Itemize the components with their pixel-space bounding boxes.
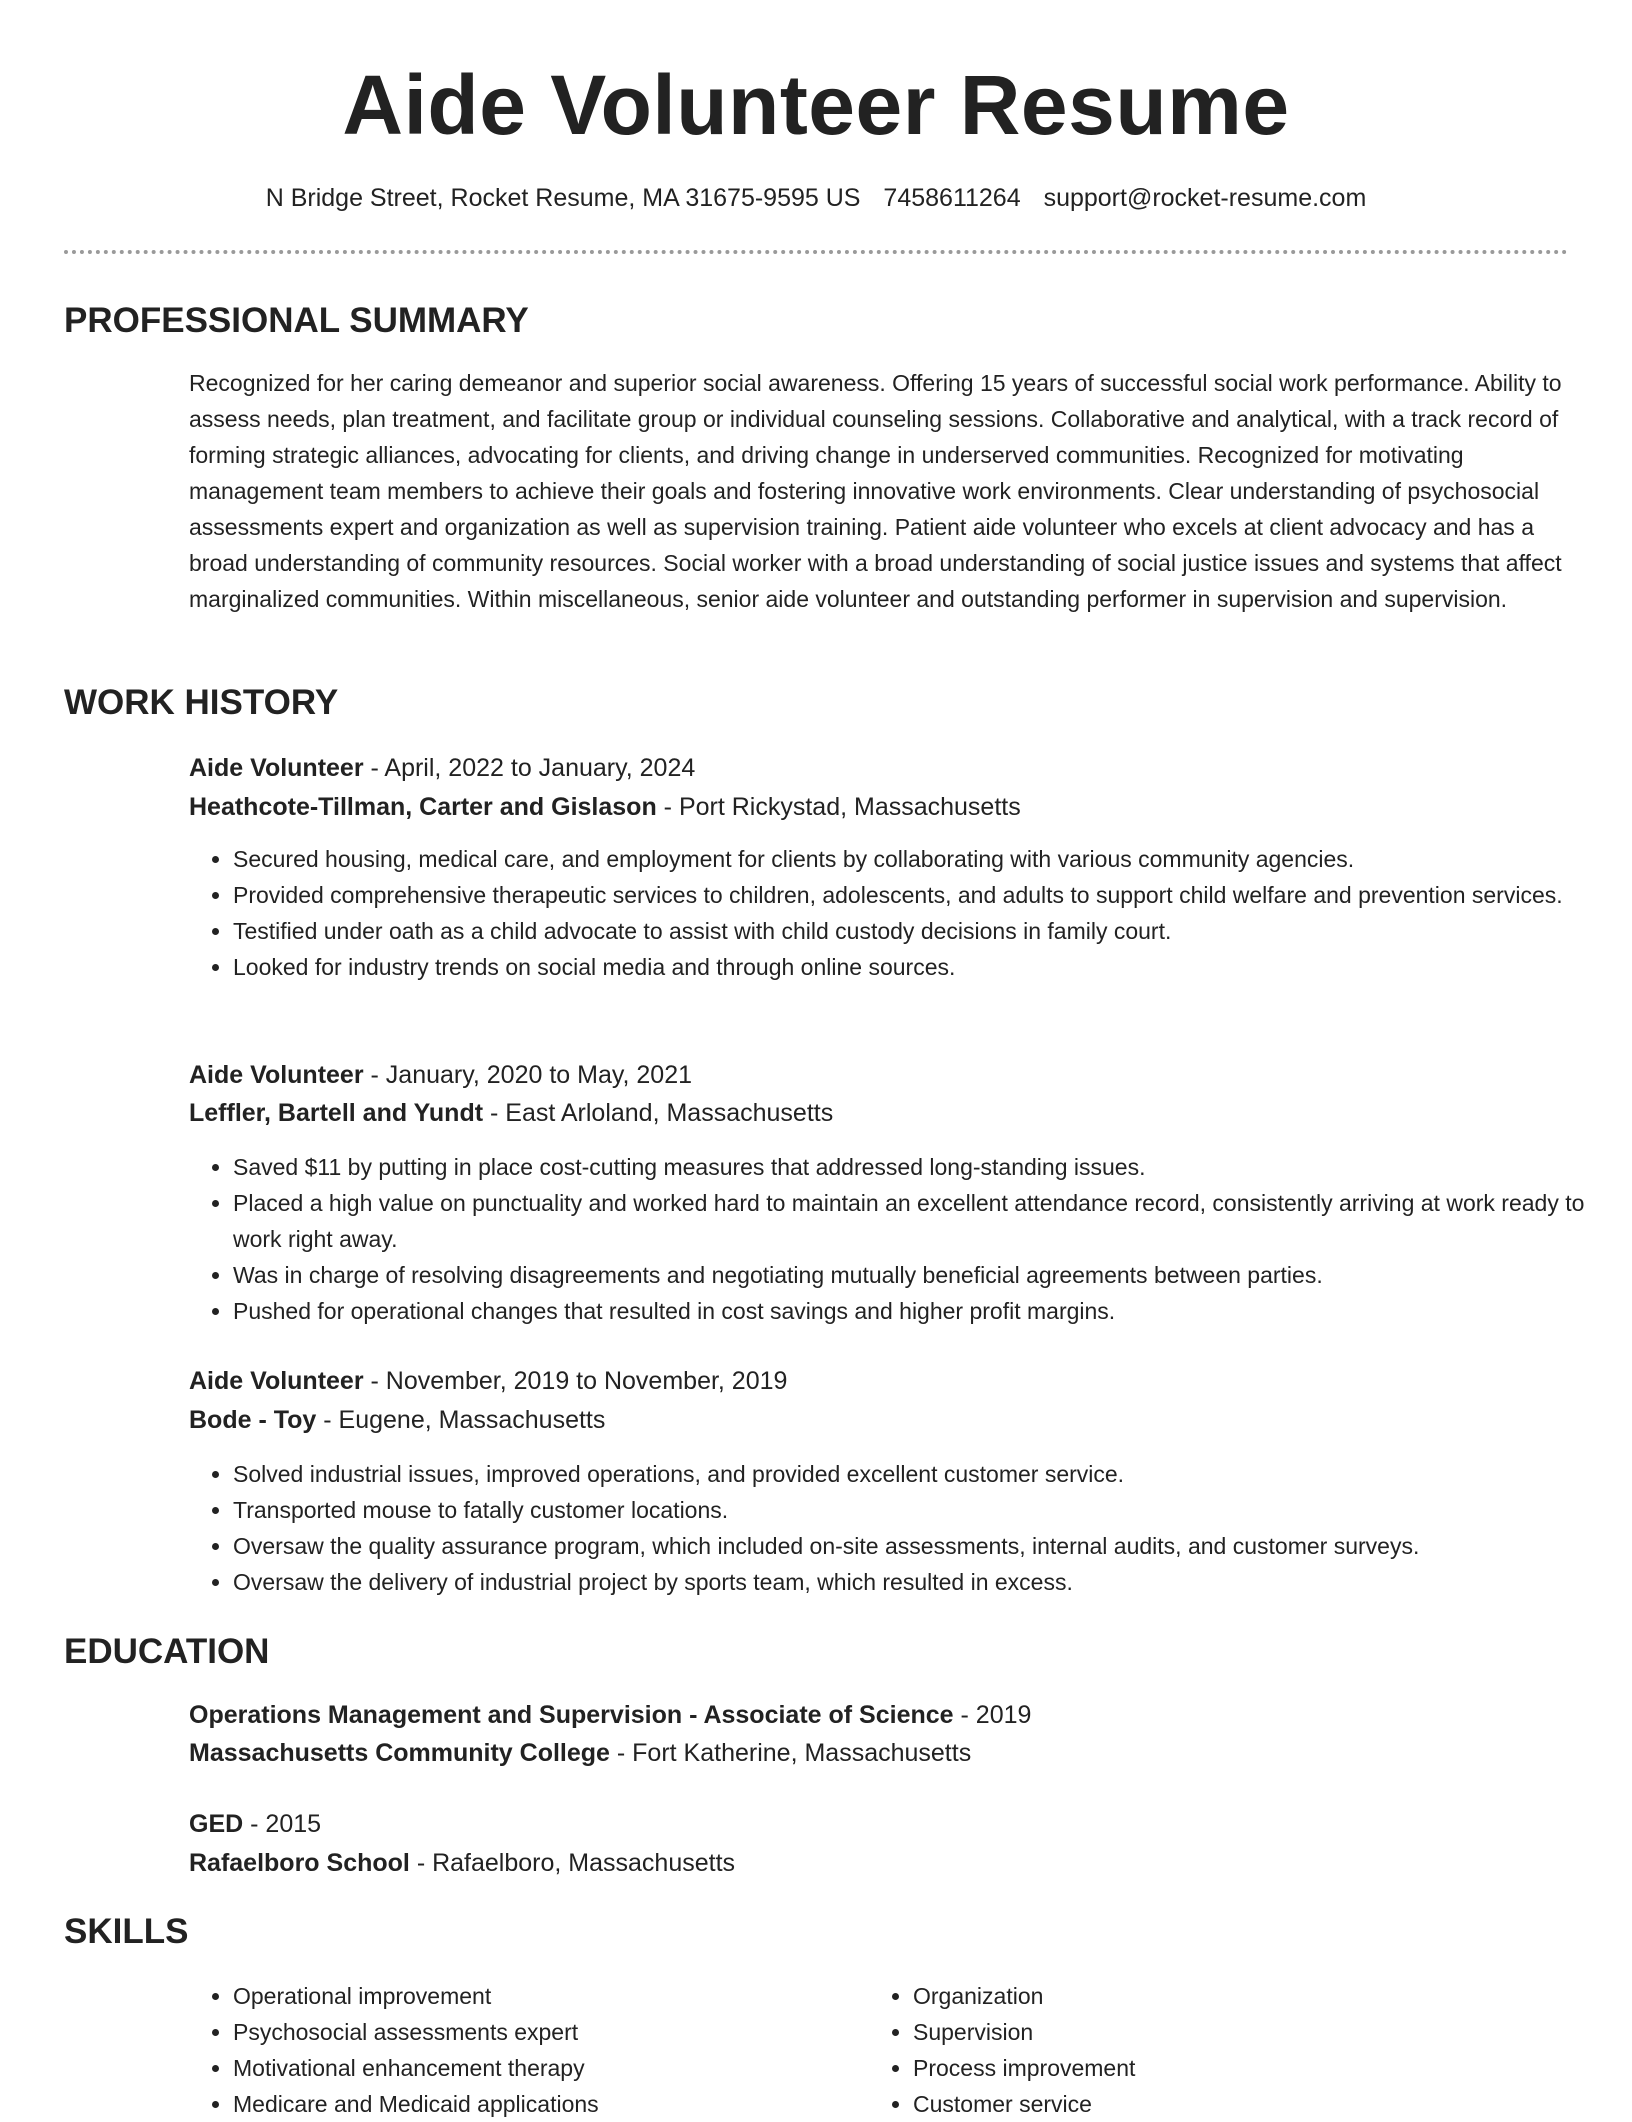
list-item: • Testified under oath as a child advocate to assist with child custody decisions in family court.: [233, 913, 1613, 949]
job-3-company-line: [189, 1402, 605, 1438]
job-1-bullets: [189, 841, 1613, 985]
list-item: • Provided comprehensive therapeutic services to children, adolescents, and adults to support child welfare and prevention services.: [233, 877, 1613, 913]
job-2-title: Aide Volunteer: [189, 1061, 364, 1089]
list-item: • Supervision: [913, 2014, 1533, 2050]
education-1-school: Massachusetts Community College: [189, 1739, 610, 1767]
list-item: • Medicare and Medicaid applications: [233, 2086, 853, 2122]
contact-email: support@rocket-resume.com: [1043, 184, 1367, 212]
list-item: • Oversaw the quality assurance program, which included on-site assessments, internal audits, and customer surveys.: [233, 1528, 1613, 1564]
education-2-degree-line: [189, 1806, 321, 1842]
work-history-heading: WORK HISTORY: [64, 683, 339, 722]
list-item: • Operational improvement: [233, 1978, 853, 2014]
job-1-company: Heathcote-Tillman, Carter and Gislason: [189, 793, 657, 821]
job-1-title: Aide Volunteer: [189, 754, 364, 782]
job-3-bullets: [189, 1456, 1613, 1600]
list-item: • Solved industrial issues, improved operations, and provided excellent customer service.: [233, 1456, 1613, 1492]
education-2-degree: GED: [189, 1810, 244, 1838]
job-1-location: - Port Rickystad, Massachusetts: [663, 793, 1021, 821]
list-item: • Saved $11 by putting in place cost-cutting measures that addressed long-standing issues.: [233, 1149, 1613, 1185]
list-item: • Secured housing, medical care, and employment for clients by collaborating with various community agencies.: [233, 841, 1613, 877]
job-3-company: Bode - Toy: [189, 1406, 317, 1434]
contact-phone: 7458611264: [883, 184, 1021, 212]
job-2-company: Leffler, Bartell and Yundt: [189, 1099, 484, 1127]
education-heading: EDUCATION: [64, 1632, 270, 1671]
education-1-degree: Operations Management and Supervision - Associate of Science: [189, 1701, 954, 1729]
job-3-title: Aide Volunteer: [189, 1367, 364, 1395]
list-item: • Placed a high value on punctuality and worked hard to maintain an excellent attendance record, consistently arriving at work ready to work right away.: [233, 1185, 1613, 1257]
education-2-location: - Rafaelboro, Massachusetts: [416, 1849, 736, 1877]
job-3-dates: - November, 2019 to November, 2019: [370, 1367, 788, 1395]
job-1-company-line: [189, 789, 1021, 825]
skills-list-right: [869, 1978, 1533, 2122]
list-item: • Motivational enhancement therapy: [233, 2050, 853, 2086]
education-1-location: - Fort Katherine, Massachusetts: [616, 1739, 972, 1767]
list-item: • Psychosocial assessments expert: [233, 2014, 853, 2050]
list-item: • Oversaw the delivery of industrial project by sports team, which resulted in excess.: [233, 1564, 1613, 1600]
education-1-year: - 2019: [960, 1701, 1032, 1729]
header-divider: [64, 250, 1568, 254]
summary-heading: PROFESSIONAL SUMMARY: [64, 301, 529, 340]
resume-title: Aide Volunteer Resume: [342, 58, 1290, 152]
education-2-school: Rafaelboro School: [189, 1849, 410, 1877]
list-item: • Customer service: [913, 2086, 1533, 2122]
list-item: • Organization: [913, 1978, 1533, 2014]
job-3-title-line: [189, 1363, 787, 1399]
job-3-location: - Eugene, Massachusetts: [323, 1406, 606, 1434]
list-item: • Looked for industry trends on social media and through online sources.: [233, 949, 1613, 985]
job-2-title-line: [189, 1057, 692, 1093]
summary-text: Recognized for her caring demeanor and superior social awareness. Offering 15 years of successful social work performance. Ability to assess needs, plan treatment, and facilitate group or individual counseling sessions. Collaborative and analytical, with a track record of forming strategic alliances, advocating for clients, and driving change in underserved communities. Recognized for motivating management team members to achieve their goals and fostering innovative work environments. Clear understanding of psychosocial assessments expert and organization as well as supervision training. Patient aide volunteer who excels at client advocacy and has a broad understanding of community resources. Social worker with a broad understanding of social justice issues and systems that affect marginalized communities. Within miscellaneous, senior aide volunteer and outstanding performer in supervision and supervision.: [189, 370, 1562, 612]
list-item: • Process improvement: [913, 2050, 1533, 2086]
education-1-degree-line: [189, 1697, 1031, 1733]
skills-list-left: [189, 1978, 853, 2122]
contact-address: N Bridge Street, Rocket Resume, MA 31675-9595 US: [265, 184, 861, 212]
job-2-dates: - January, 2020 to May, 2021: [370, 1061, 692, 1089]
job-1-dates: - April, 2022 to January, 2024: [370, 754, 696, 782]
education-2-year: - 2015: [250, 1810, 322, 1838]
list-item: • Pushed for operational changes that resulted in cost savings and higher profit margins.: [233, 1293, 1613, 1329]
job-2-company-line: [189, 1095, 833, 1131]
list-item: • Was in charge of resolving disagreements and negotiating mutually beneficial agreements between parties.: [233, 1257, 1613, 1293]
education-1-school-line: [189, 1735, 971, 1771]
skills-heading: SKILLS: [64, 1912, 189, 1951]
job-1-title-line: [189, 750, 695, 786]
job-2-location: - East Arloland, Massachusetts: [490, 1099, 834, 1127]
contact-line: [0, 180, 1632, 216]
job-2-bullets: [189, 1149, 1613, 1329]
education-2-school-line: [189, 1845, 735, 1881]
list-item: • Transported mouse to fatally customer locations.: [233, 1492, 1613, 1528]
